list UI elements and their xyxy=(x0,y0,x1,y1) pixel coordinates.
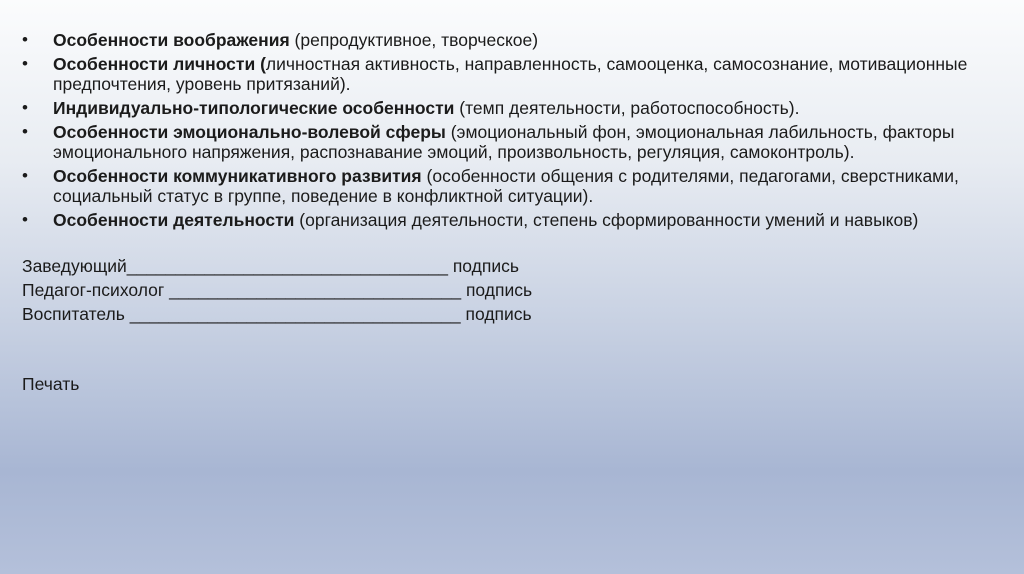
bullet-icon: • xyxy=(22,98,28,117)
item-heading: Особенности деятельности xyxy=(53,210,295,230)
item-description: (особенности общения с родителями, педагогами, сверстниками, социальный статус в группе, поведение в конфликтной ситуации). xyxy=(53,166,959,206)
item-description: (эмоциональный фон, эмоциональная лабильность, факторы эмоционального напряжения, распознавание эмоций, произвольность, регуляция, самоконтроль). xyxy=(53,122,955,162)
list-item xyxy=(22,122,982,162)
bullet-icon: • xyxy=(22,122,28,141)
signature-block xyxy=(22,254,982,326)
bullet-icon: • xyxy=(22,30,28,49)
list-item xyxy=(22,166,982,206)
item-description: (репродуктивное, творческое) xyxy=(289,30,539,50)
bullet-icon: • xyxy=(22,54,28,73)
signature-line-head: Заведующий_________________________________ подпись xyxy=(22,256,519,276)
list-item xyxy=(22,54,982,94)
item-heading: Особенности воображения xyxy=(53,30,290,50)
list-item xyxy=(22,98,982,118)
item-heading: Особенности личности ( xyxy=(53,54,266,74)
signature-line-psychologist: Педагог-психолог ______________________________ подпись xyxy=(22,280,533,300)
item-description: (организация деятельности, степень сформированности умений и навыков) xyxy=(294,210,919,230)
stamp-label: Печать xyxy=(22,374,80,394)
signature-line-teacher: Воспитатель __________________________________ подпись xyxy=(22,304,532,324)
bullet-icon: • xyxy=(22,210,28,229)
item-description: личностная активность, направленность, самооценка, самосознание, мотивационные предпочтения, уровень притязаний). xyxy=(53,54,968,94)
item-description: (темп деятельности, работоспособность). xyxy=(454,98,800,118)
slide-content xyxy=(22,30,982,396)
features-list xyxy=(22,30,982,230)
list-item xyxy=(22,30,982,50)
item-heading: Индивидуально-типологические особенности xyxy=(53,98,455,118)
item-heading: Особенности эмоционально-волевой сферы xyxy=(53,122,446,142)
list-item xyxy=(22,210,982,230)
item-heading: Особенности коммуникативного развития xyxy=(53,166,422,186)
bullet-icon: • xyxy=(22,166,28,185)
